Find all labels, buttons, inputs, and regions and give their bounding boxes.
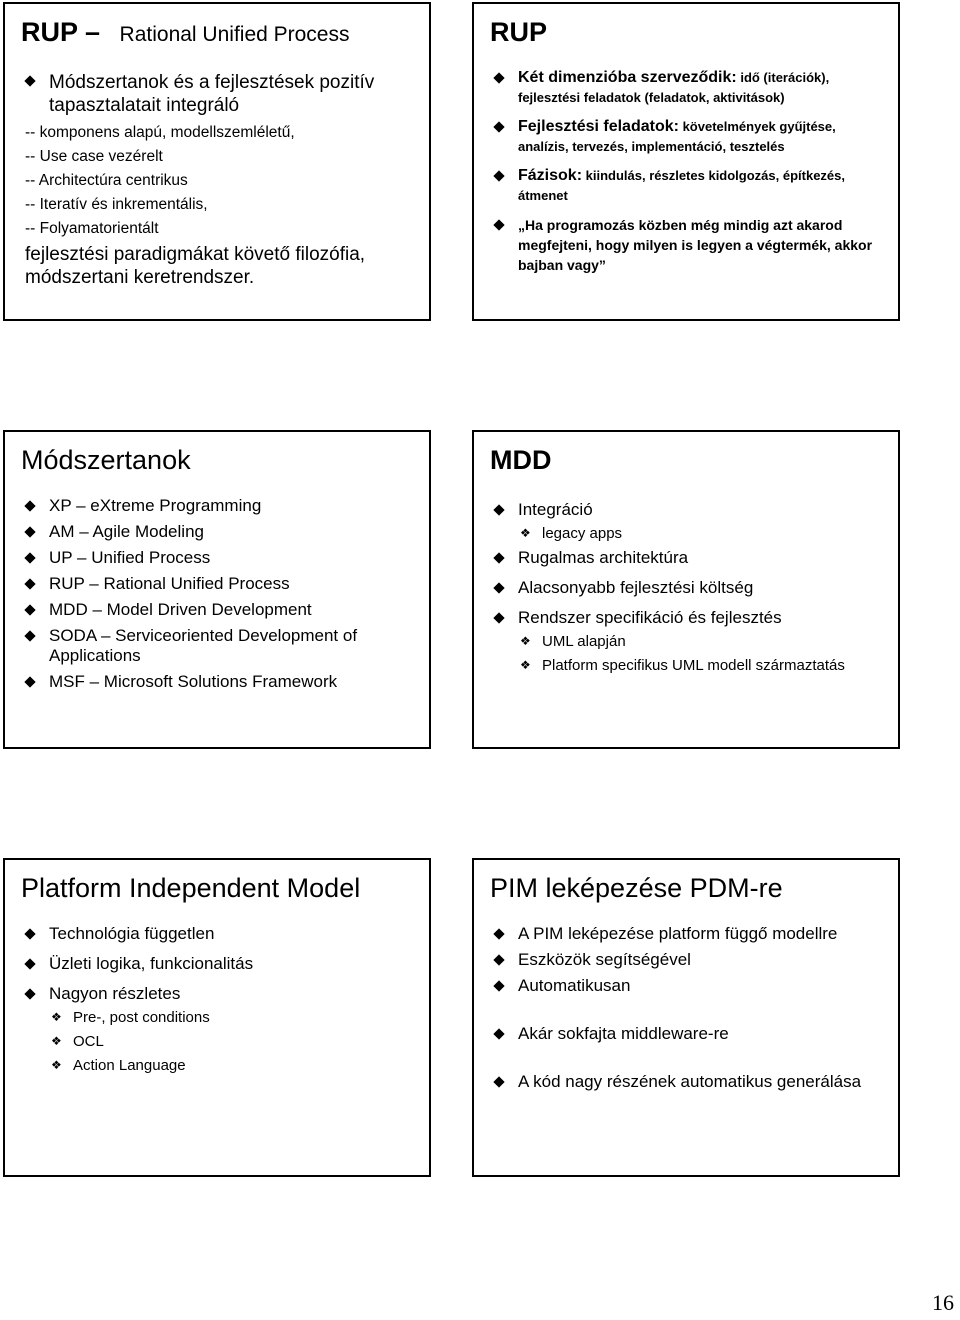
slide-modszertanok bbox=[3, 430, 431, 749]
bullet: Integráció bbox=[490, 500, 884, 520]
bullet: SODA – Serviceoriented Development of Applications bbox=[21, 626, 415, 666]
bullet: Rugalmas architektúra bbox=[490, 548, 884, 568]
bullet: Fázisok: kiindulás, részletes kidolgozás, építkezés, átmenet bbox=[490, 166, 884, 206]
slide-rup-rational bbox=[3, 2, 431, 321]
slide-pim-pdm bbox=[472, 858, 900, 1177]
sub-bullet: ❖ legacy apps bbox=[490, 524, 884, 543]
bullet: UP – Unified Process bbox=[21, 548, 415, 568]
bullet: MSF – Microsoft Solutions Framework bbox=[21, 672, 415, 692]
dash-item: -- Folyamatorientált bbox=[25, 220, 159, 237]
page-number: 16 bbox=[932, 1290, 954, 1315]
sub-bullet: ❖ OCL bbox=[21, 1032, 415, 1051]
bullet: Két dimenzióba szerveződik: idő (iterációk), fejlesztési feladatok (feladatok, aktivitások) bbox=[490, 68, 884, 108]
closing-text: fejlesztési paradigmákat követő filozófia, módszertani keretrendszer. bbox=[25, 244, 366, 288]
bullet: RUP – Rational Unified Process bbox=[21, 574, 415, 594]
slide-rup bbox=[472, 2, 900, 321]
slide-pim bbox=[3, 858, 431, 1177]
slide-title: RUP – Rational Unified Process bbox=[21, 17, 350, 47]
bullet: Alacsonyabb fejlesztési költség bbox=[490, 578, 884, 598]
bullet: A PIM leképezése platform függő modellre bbox=[490, 924, 884, 944]
slide-title: RUP bbox=[490, 17, 548, 47]
dash-item: -- Iteratív és inkrementális, bbox=[25, 196, 208, 213]
bullet: AM – Agile Modeling bbox=[21, 522, 415, 542]
slide-mdd bbox=[472, 430, 900, 749]
bullet: Üzleti logika, funkcionalitás bbox=[21, 954, 415, 974]
sub-bullet: ❖ Platform specifikus UML modell származtatás bbox=[490, 656, 884, 675]
bullet: Rendszer specifikáció és fejlesztés bbox=[490, 608, 884, 628]
sub-bullet: ❖ Pre-, post conditions bbox=[21, 1008, 415, 1027]
bullet: A kód nagy részének automatikus generálása bbox=[490, 1072, 884, 1092]
sub-bullet: ❖ UML alapján bbox=[490, 632, 884, 651]
bullet: Technológia független bbox=[21, 924, 415, 944]
slide-title: Platform Independent Model bbox=[21, 873, 361, 903]
bullet: Nagyon részletes bbox=[21, 984, 415, 1004]
bullet: MDD – Model Driven Development bbox=[21, 600, 415, 620]
slide-title: MDD bbox=[490, 445, 552, 475]
bullet: Akár sokfajta middleware-re bbox=[490, 1024, 884, 1044]
bullet: Eszközök segítségével bbox=[490, 950, 884, 970]
bullet: XP – eXtreme Programming bbox=[21, 496, 415, 516]
slide-title: Módszertanok bbox=[21, 445, 191, 475]
dash-item: -- Use case vezérelt bbox=[25, 148, 163, 165]
dash-item: -- Architectúra centrikus bbox=[25, 172, 188, 189]
bullet: Fejlesztési feladatok: követelmények gyűjtése, analízis, tervezés, implementáció, tesztelés bbox=[490, 117, 884, 157]
dash-item: -- komponens alapú, modellszemléletű, bbox=[25, 124, 295, 141]
slide-title: PIM leképezése PDM-re bbox=[490, 873, 783, 903]
sub-bullet: ❖ Action Language bbox=[21, 1056, 415, 1075]
bullet: Automatikusan bbox=[490, 976, 884, 996]
bullet: Módszertanok és a fejlesztések pozitív tapasztalatait integráló bbox=[21, 71, 415, 117]
quote-bullet: „Ha programozás közben még mindig azt akarod megfejteni, hogy milyen is legyen a végtermék, akkor bajban vagy” bbox=[490, 215, 884, 275]
